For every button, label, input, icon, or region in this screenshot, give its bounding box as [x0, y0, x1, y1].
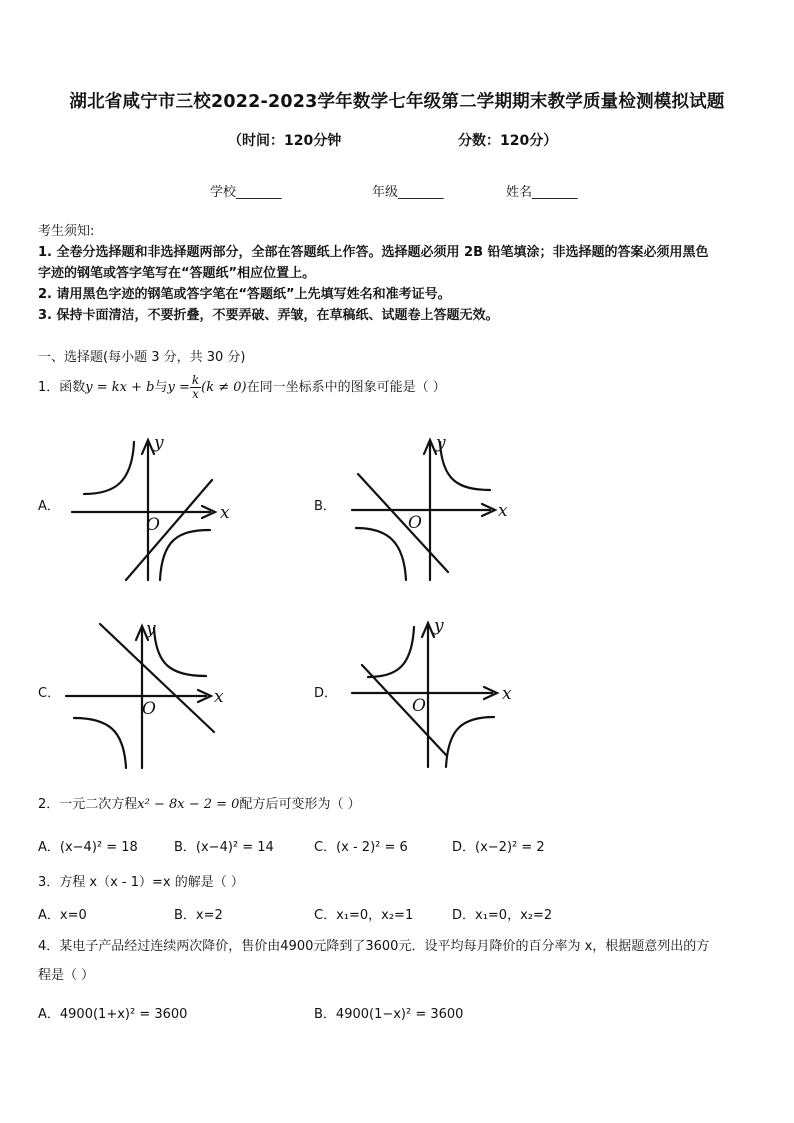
notice-line-4: 3. 保持卡面清洁，不要折叠，不要弄破、弄皱，在草稿纸、试题卷上答题无效。	[38, 308, 499, 323]
section-heading: 一、选择题(每小题 3 分，共 30 分)	[38, 350, 246, 365]
q1-formula-lhs: y =	[167, 380, 190, 395]
q1-formula-linear: y = kx + b	[85, 380, 155, 395]
hyperbola-branch-lower	[356, 528, 406, 580]
q1-fraction	[190, 374, 201, 401]
x-axis-label: x	[214, 687, 224, 707]
hyperbola-branch-lower	[160, 530, 210, 580]
q1-pre: 1．函数	[38, 380, 86, 395]
q2-option-a: A．(x−4)² = 18	[38, 840, 138, 855]
q3-option-a: A．x=0	[38, 908, 87, 923]
question-2	[38, 795, 361, 814]
notice-heading: 考生须知:	[38, 224, 95, 239]
q1-condition: (k ≠ 0)	[201, 380, 247, 395]
q1-option-d-label: D．	[314, 686, 338, 701]
q1-option-b-label: B．	[314, 499, 336, 514]
q1-option-c-label: C．	[38, 686, 61, 701]
q3-option-d: D．x₁=0，x₂=2	[452, 908, 553, 923]
question-1	[38, 374, 446, 402]
name-field: 姓名_______	[506, 185, 578, 200]
x-axis-label: x	[498, 501, 508, 521]
question-4-line-2: 程是（ ）	[38, 968, 95, 983]
q1-mid: 与	[154, 380, 168, 395]
q4-option-b: B．4900(1−x)² = 3600	[314, 1007, 464, 1022]
q1-fraction-denominator: x	[192, 387, 199, 401]
hyperbola-branch-upper	[440, 442, 490, 490]
y-axis-label: y	[436, 433, 446, 453]
exam-score: 分数：120分）	[458, 133, 558, 149]
q1-fraction-numerator: k	[191, 373, 200, 387]
q2-text-post: 配方后可变形为（ ）	[239, 797, 361, 812]
hyperbola-branch-upper	[154, 628, 206, 676]
exam-time: （时间：120分钟	[228, 133, 342, 149]
x-axis-label: x	[502, 684, 512, 704]
q1-graph-c	[64, 620, 234, 775]
hyperbola-branch-lower	[74, 718, 126, 768]
q1-option-a-label: A．	[38, 499, 60, 514]
line-graph	[100, 624, 214, 732]
grade-field: 年级_______	[372, 185, 444, 200]
q2-option-b: B．(x−4)² = 14	[174, 840, 274, 855]
q4-option-a: A．4900(1+x)² = 3600	[38, 1007, 188, 1022]
x-axis-label: x	[220, 503, 230, 523]
hyperbola-branch-upper	[368, 627, 414, 677]
q2-equation: x² − 8x − 2 = 0	[137, 797, 240, 812]
q3-option-b: B．x=2	[174, 908, 223, 923]
hyperbola-branch-lower	[446, 717, 494, 767]
q1-graph-d	[348, 615, 518, 775]
y-axis-label: y	[146, 620, 156, 639]
notice-line-1: 1. 全卷分选择题和非选择题两部分，全部在答题纸上作答。选择题必须用 2B 铅笔填涂；非选择题的答案必须用黑色	[38, 245, 709, 260]
origin-label: O	[146, 515, 160, 535]
q2-option-c: C．(x - 2)² = 6	[314, 840, 408, 855]
exam-title: 湖北省咸宁市三校2022-2023学年数学七年级第二学期期末教学质量检测模拟试题	[69, 92, 725, 112]
hyperbola-branch-upper	[84, 442, 134, 494]
y-axis-label: y	[154, 433, 164, 453]
q2-option-d: D．(x−2)² = 2	[452, 840, 545, 855]
question-3: 3．方程 x（x - 1）=x 的解是（ ）	[38, 875, 244, 890]
question-4-line-1: 4．某电子产品经过连续两次降价，售价由4900元降到了3600元．设平均每月降价的百分率为 x，根据题意列出的方	[38, 939, 710, 954]
line-graph	[362, 665, 446, 755]
school-field: 学校_______	[210, 185, 282, 200]
origin-label: O	[412, 696, 426, 716]
q1-post: 在同一坐标系中的图象可能是（ ）	[246, 380, 446, 395]
q3-option-c: C．x₁=0，x₂=1	[314, 908, 414, 923]
notice-line-3: 2. 请用黑色字迹的钢笔或答字笔在“答题纸”上先填写姓名和准考证号。	[38, 287, 451, 302]
q1-graph-b	[348, 432, 518, 587]
q1-graph-a	[70, 432, 240, 587]
origin-label: O	[408, 513, 422, 533]
notice-line-2: 字迹的钢笔或答字笔写在“答题纸”相应位置上。	[38, 266, 316, 281]
y-axis-label: y	[434, 616, 444, 636]
origin-label: O	[142, 699, 156, 719]
q2-text-pre: 2．一元二次方程	[38, 797, 138, 812]
